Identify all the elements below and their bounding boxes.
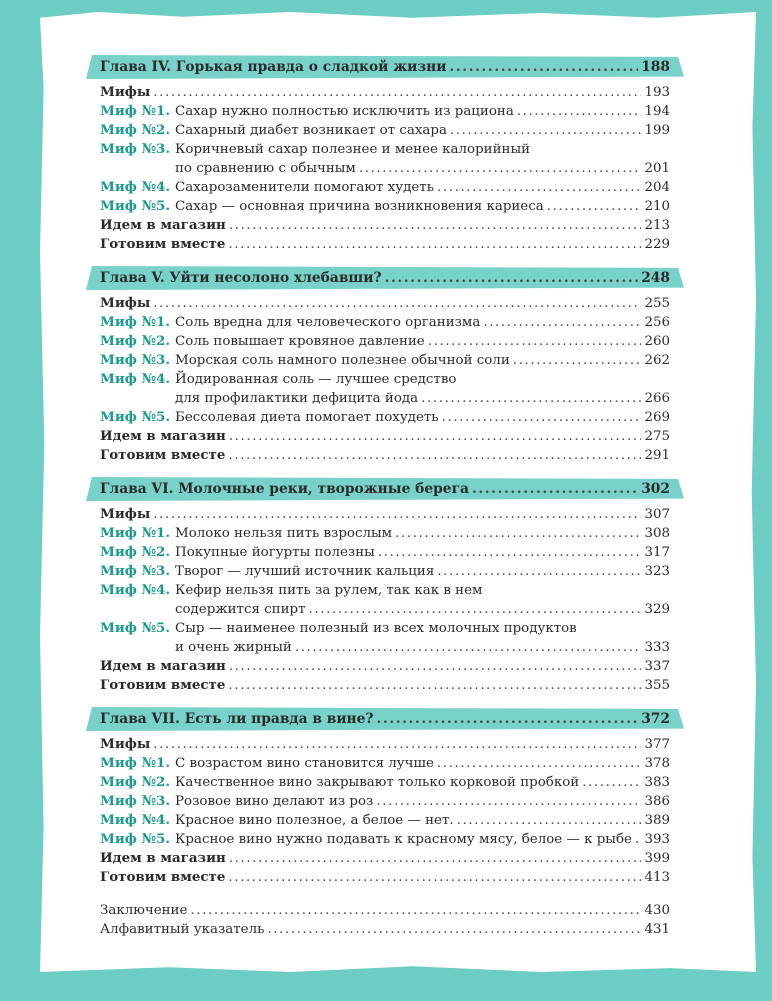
toc-entry-continuation[interactable]: по сравнению с обычным ..... 201 (100, 159, 670, 178)
toc-entry-myth[interactable]: Миф №2. Сахарный диабет возникает от сахара ..... 199 (100, 121, 670, 140)
toc-entry-myths[interactable]: Мифы ..... 307 (100, 505, 670, 524)
toc-entry-myth[interactable]: Миф №4. Кефир нельзя пить за рулем, так как в нем (100, 582, 483, 598)
chapter-page: 248 (641, 270, 670, 286)
chapter-page: 302 (641, 481, 670, 497)
toc-entry-shop[interactable]: Идем в магазин ..... 337 (100, 657, 670, 676)
chapter-heading[interactable] (100, 55, 670, 79)
chapter-page: 188 (641, 59, 670, 75)
toc-entry-myths[interactable]: Мифы ..... 193 (100, 83, 670, 102)
toc-entry-shop[interactable]: Идем в магазин ..... 213 (100, 216, 670, 235)
chapter-heading[interactable] (100, 266, 670, 290)
toc-entry-cook[interactable]: Готовим вместе ..... 229 (100, 235, 670, 254)
chapter-4 (100, 55, 670, 254)
toc-entry-myth[interactable]: Миф №3. Коричневый сахар полезнее и менее калорийный (100, 141, 531, 157)
chapter-title: Глава IV. Горькая правда о сладкой жизни (100, 59, 447, 75)
chapter-page: 372 (641, 711, 670, 727)
toc-entry-myth[interactable]: Миф №1. Соль вредна для человеческого организма ..... 256 (100, 313, 670, 332)
table-of-contents (100, 55, 670, 939)
toc-entry-continuation[interactable]: для профилактики дефицита йода ..... 266 (100, 389, 670, 408)
toc-entry-myth[interactable]: Миф №1. С возрастом вино становится лучше ..... 378 (100, 754, 670, 773)
toc-entry-myth[interactable]: Миф №3. Розовое вино делают из роз ..... 386 (100, 792, 670, 811)
toc-entry-myth[interactable]: Миф №4. Йодированная соль — лучшее средство (100, 371, 457, 387)
toc-entry-shop[interactable]: Идем в магазин ..... 275 (100, 427, 670, 446)
toc-entry-myths[interactable]: Мифы ..... 255 (100, 294, 670, 313)
toc-entry-myth[interactable]: Миф №1. Молоко нельзя пить взрослым ..... 308 (100, 524, 670, 543)
toc-entry-myth[interactable]: Миф №5. Сыр — наименее полезный из всех молочных продуктов (100, 620, 577, 636)
chapter-title: Глава VI. Молочные реки, творожные берега (100, 481, 469, 497)
toc-entry-myth[interactable]: Миф №5. Красное вино нужно подавать к красному мясу, белое — к рыбе ..... 393 (100, 830, 670, 849)
toc-entry-myth[interactable]: Миф №1. Сахар нужно полностью исключить из рациона ..... 194 (100, 102, 670, 121)
chapter-6 (100, 477, 670, 695)
toc-entry-myth[interactable]: Миф №3. Морская соль намного полезнее обычной соли ..... 262 (100, 351, 670, 370)
toc-final-entries (100, 901, 670, 939)
chapter-7 (100, 707, 670, 887)
toc-entry-index[interactable]: Алфавитный указатель ..... 431 (100, 920, 670, 939)
toc-entry-myth[interactable]: Миф №4. Красное вино полезное, а белое — нет. ..... 389 (100, 811, 670, 830)
toc-entry-conclusion[interactable]: Заключение ..... 430 (100, 901, 670, 920)
toc-entry-myth[interactable]: Миф №2. Качественное вино закрывают только корковой пробкой ..... 383 (100, 773, 670, 792)
toc-entry-myth[interactable]: Миф №2. Соль повышает кровяное давление ..... 260 (100, 332, 670, 351)
toc-entry-continuation[interactable]: содержится спирт ..... 329 (100, 600, 670, 619)
chapter-title: Глава VII. Есть ли правда в вине? (100, 711, 374, 727)
toc-entry-myths[interactable]: Мифы ..... 377 (100, 735, 670, 754)
toc-entry-continuation[interactable]: и очень жирный ..... 333 (100, 638, 670, 657)
toc-entry-myth[interactable]: Миф №4. Сахарозаменители помогают худеть ..... 204 (100, 178, 670, 197)
toc-entry-cook[interactable]: Готовим вместе ..... 355 (100, 676, 670, 695)
chapter-5 (100, 266, 670, 465)
chapter-title: Глава V. Уйти несолоно хлебавши? (100, 270, 382, 286)
chapter-heading[interactable] (100, 477, 670, 501)
toc-entry-cook[interactable]: Готовим вместе ..... 291 (100, 446, 670, 465)
toc-entry-myth[interactable]: Миф №5. Сахар — основная причина возникновения кариеса ..... 210 (100, 197, 670, 216)
toc-entry-myth[interactable]: Миф №5. Бессолевая диета помогает похудеть ..... 269 (100, 408, 670, 427)
toc-entry-myth[interactable]: Миф №3. Творог — лучший источник кальция ..... 323 (100, 562, 670, 581)
chapter-heading[interactable] (100, 707, 670, 731)
toc-entry-myth[interactable]: Миф №2. Покупные йогурты полезны ..... 317 (100, 543, 670, 562)
toc-entry-shop[interactable]: Идем в магазин ..... 399 (100, 849, 670, 868)
toc-entry-cook[interactable]: Готовим вместе ..... 413 (100, 868, 670, 887)
